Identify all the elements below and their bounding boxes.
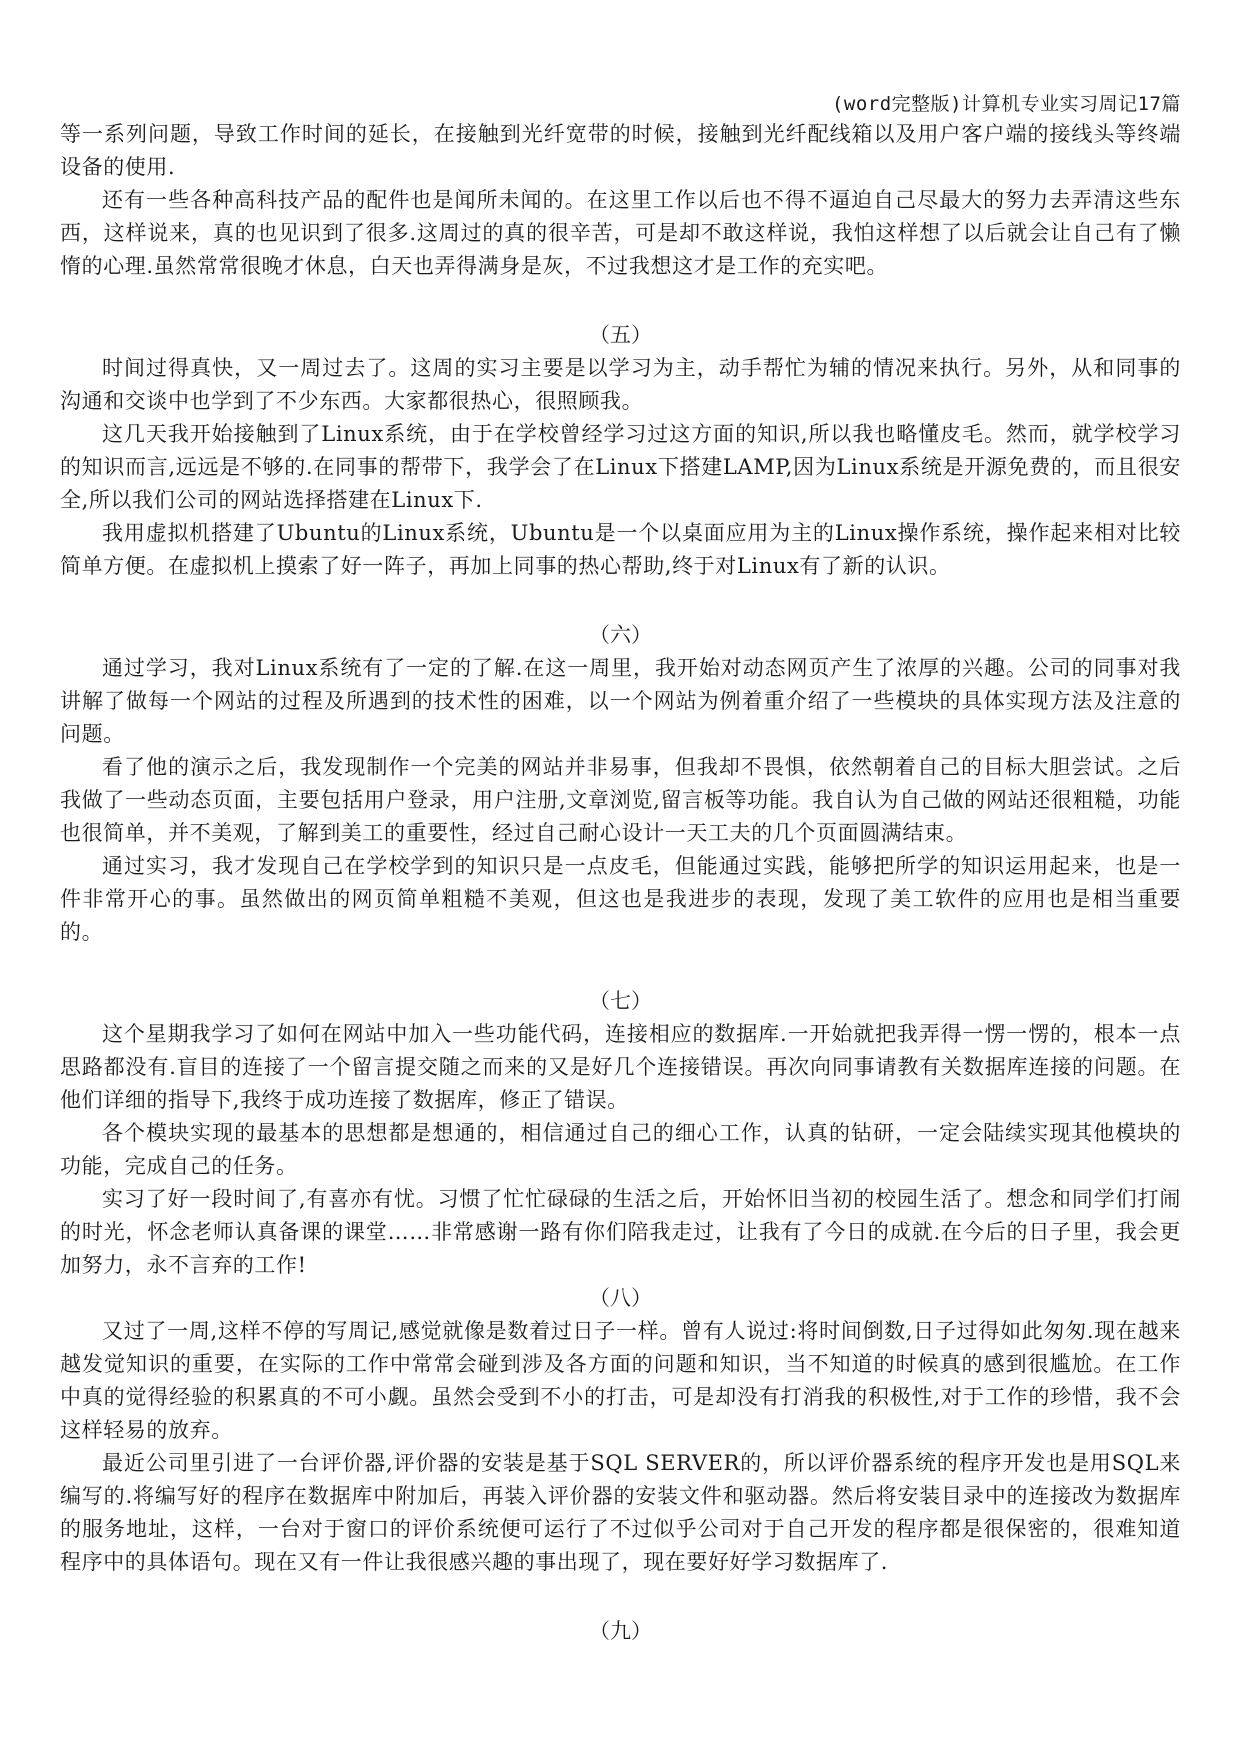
section-7-paragraph-1: 这个星期我学习了如何在网站中加入一些功能代码，连接相应的数据库.一开始就把我弄得一愣一愣的，根本一点思路都没有.盲目的连接了一个留言提交随之而来的又是好几个连接错误。再次向同事请教有关数据库连接的问题。在他们详细的指导下,我终于成功连接了数据库，修正了错误。 <box>60 1022 1181 1112</box>
section-8-paragraph-1: 又过了一周,这样不停的写周记,感觉就像是数着过日子一样。曾有人说过:将时间倒数,日子过得如此匆匆.现在越来越发觉知识的重要，在实际的工作中常常会碰到涉及各方面的问题和知识，当不知道的时候真的感到很尴尬。在工作中真的觉得经验的积累真的不可小觑。虽然会受到不小的打击，可是却没有打消我的积极性,对于工作的珍惜，我不会这样轻易的放弃。 <box>60 1319 1181 1442</box>
section-6-heading: （六） <box>589 623 652 647</box>
running-header: (word完整版)计算机专业实习周记17篇 <box>831 93 1181 115</box>
section-6-paragraph-3: 通过实习，我才发现自己在学校学到的知识只是一点皮毛，但能通过实践，能够把所学的知识运用起来，也是一件非常开心的事。虽然做出的网页简单粗糙不美观，但这也是我进步的表现，发现了美工软件的应用也是相当重要的。 <box>60 854 1181 944</box>
section-5-paragraph-2: 这几天我开始接触到了Linux系统，由于在学校曾经学习过这方面的知识,所以我也略懂皮毛。然而，就学校学习的知识而言,远远是不够的.在同事的帮带下，我学会了在Linux下搭建LAMP,因为Linux系统是开源免费的，而且很安全,所以我们公司的网站选择搭建在Linux下. <box>60 422 1181 512</box>
section-5-paragraph-3: 我用虚拟机搭建了Ubuntu的Linux系统，Ubuntu是一个以桌面应用为主的Linux操作系统，操作起来相对比较简单方便。在虚拟机上摸索了好一阵子，再加上同事的热心帮助,终于对Linux有了新的认识。 <box>60 521 1181 578</box>
section-6-paragraph-2: 看了他的演示之后，我发现制作一个完美的网站并非易事，但我却不畏惧，依然朝着自己的目标大胆尝试。之后我做了一些动态页面，主要包括用户登录，用户注册,文章浏览,留言板等功能。我自认为自己做的网站还很粗糙，功能也很简单，并不美观，了解到美工的重要性，经过自己耐心设计一天工夫的几个页面圆满结束。 <box>60 755 1181 845</box>
section-7-paragraph-2: 各个模块实现的最基本的思想都是想通的，相信通过自己的细心工作，认真的钻研，一定会陆续实现其他模块的功能，完成自己的任务。 <box>60 1121 1181 1178</box>
section-5-paragraph-1: 时间过得真快，又一周过去了。这周的实习主要是以学习为主，动手帮忙为辅的情况来执行。另外，从和同事的沟通和交谈中也学到了不少东西。大家都很热心，很照顾我。 <box>60 356 1181 413</box>
section-7-paragraph-3: 实习了好一段时间了,有喜亦有忧。习惯了忙忙碌碌的生活之后，开始怀旧当初的校园生活了。想念和同学们打闹的时光，怀念老师认真备课的课堂……非常感谢一路有你们陪我走过，让我有了今日的成就.在今后的日子里，我会更加努力，永不言弃的工作! <box>60 1187 1181 1277</box>
section-8-paragraph-2: 最近公司里引进了一台评价器,评价器的安装是基于SQL SERVER的，所以评价器系统的程序开发也是用SQL来编写的.将编写好的程序在数据库中附加后，再装入评价器的安装文件和驱动器。然后将安装目录中的连接改为数据库的服务地址，这样，一台对于窗口的评价系统便可运行了不过似乎公司对于自己开发的程序都是很保密的，很难知道程序中的具体语句。现在又有一件让我很感兴趣的事出现了，现在要好好学习数据库了. <box>60 1451 1181 1574</box>
section-6-paragraph-1: 通过学习，我对Linux系统有了一定的了解.在这一周里，我开始对动态网页产生了浓厚的兴趣。公司的同事对我讲解了做每一个网站的过程及所遇到的技术性的困难，以一个网站为例着重介绍了一些模块的具体实现方法及注意的问题。 <box>60 656 1181 746</box>
section-8-heading: （八） <box>589 1286 652 1310</box>
intro-paragraph-1: 等一系列问题，导致工作时间的延长，在接触到光纤宽带的时候，接触到光纤配线箱以及用户客户端的接线头等终端设备的使用. <box>60 122 1181 179</box>
section-7-heading: （七） <box>589 989 652 1013</box>
intro-paragraph-2: 还有一些各种高科技产品的配件也是闻所未闻的。在这里工作以后也不得不逼迫自己尽最大的努力去弄清这些东西，这样说来，真的也见识到了很多.这周过的真的很辛苦，可是却不敢这样说，我怕这样想了以后就会让自己有了懒惰的心理.虽然常常很晚才休息，白天也弄得满身是灰，不过我想这才是工作的充实吧。 <box>60 188 1181 278</box>
document-body <box>60 118 1181 1648</box>
section-5-heading: （五） <box>589 323 652 347</box>
section-9-heading: （九） <box>589 1619 652 1643</box>
